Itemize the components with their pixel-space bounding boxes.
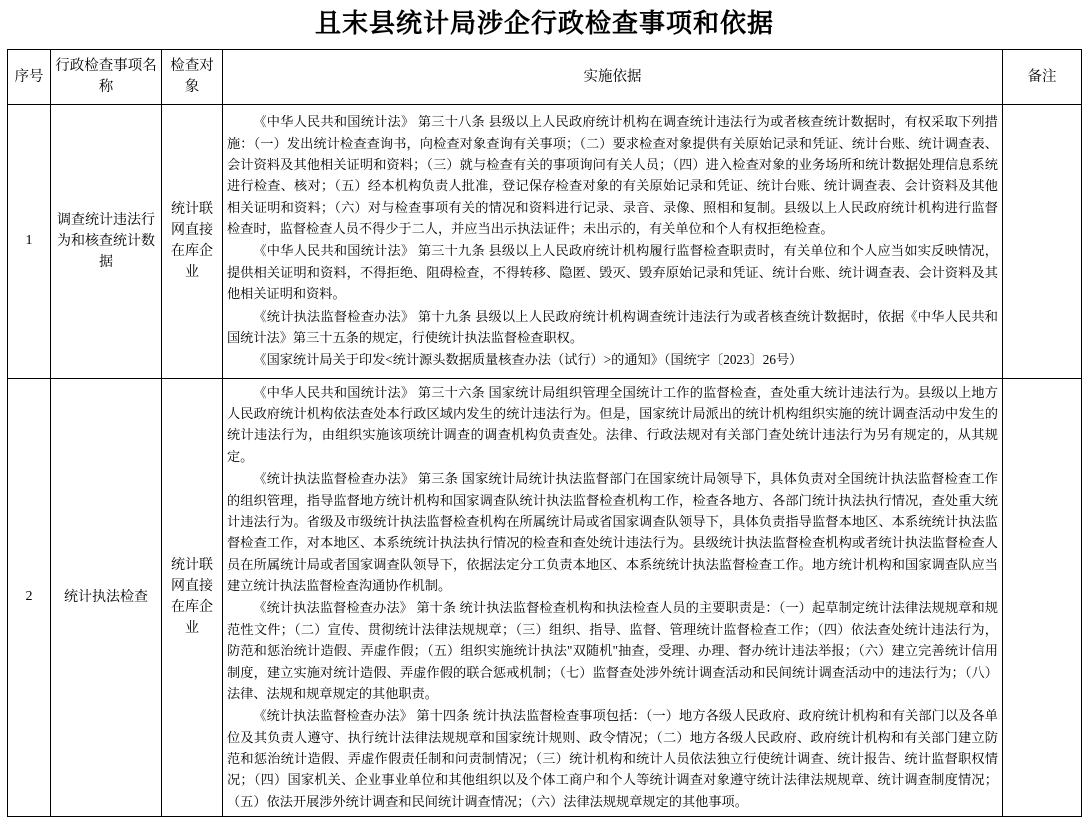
basis-paragraph: 《中华人民共和国统计法》 第三十八条 县级以上人民政府统计机构在调查统计违法行为或者核查统计数据时，有权采取下列措施：（一）发出统计检查查询书，向检查对象查询有关事项；（二）要求检查对象提供有关原始记录和凭证、统计台账、统计调查表、会计资料及其他相关证明和资料；（三）就与检查有关的事项询问有关人员；（四）进入检查对象的业务场所和统计数据处理信息系统进行检查、核对；（五）经本机构负责人批准，登记保存检查对象的有关原始记录和凭证、统计台账、统计调查表、会计资料及其他相关证明和资料；（六）对与检查事项有关的情况和资料进行记录、录音、录像、照相和复制。县级以上人民政府统计机构进行监督检查时，监督检查人员不得少于二人，并应当出示执法证件；未出示的，有关单位和个人有权拒绝检查。 <box>227 114 998 237</box>
cell-target: 统计联网直接在库企业 <box>162 378 223 817</box>
cell-name: 调查统计违法行为和核查统计数据 <box>51 105 162 379</box>
page-title: 且末县统计局涉企行政检查事项和依据 <box>314 9 774 38</box>
cell-remark <box>1003 378 1082 817</box>
header-name: 行政检查事项名称 <box>51 50 162 105</box>
basis-paragraph: 《统计执法监督检查办法》 第十四条 统计执法监督检查事项包括：（一）地方各级人民政府、政府统计机构和有关部门以及各单位及其负责人遵守、执行统计法律法规规章和国家统计规则、政令情况；（二）地方各级人民政府、政府统计机构和有关部门建立防范和惩治统计造假、弄虚作假责任制和问责制情况；（三）统计机构和统计人员依法独立行使统计调查、统计报告、统计监督职权情况；（四）国家机关、企业事业单位和其他组织以及个体工商户和个人等统计调查对象遵守统计法律法规规章、统计调查制度情况；（五）依法开展涉外统计调查和民间统计调查情况；（六）法律法规规章规定的其他事项。 <box>227 708 998 809</box>
header-target: 检查对象 <box>162 50 223 105</box>
inspection-items-table <box>7 49 1082 817</box>
basis-paragraph: 《统计执法监督检查办法》 第三条 国家统计局统计执法监督部门在国家统计局领导下，具体负责对全国统计执法监督检查工作的组织管理，指导监督地方统计机构和国家调查队统计执法监督检查机构工作，检查各地方、各部门统计执法执行情况，查处重大统计违法行为。省级及市级统计执法监督检查机构在所属统计局或省国家调查队领导下，具体负责指导监督本地区、本系统统计执法监督检查工作，对本地区、本系统统计执法执行情况的检查和查处统计违法行为。县级统计执法监督检查机构或者统计执法监督检查人员在所属统计局或者国家调查队领导下，依据法定分工负责本地区、本系统统计执法监督检查工作。地方统计机构和国家调查队应当建立统计执法监督检查沟通协作机制。 <box>227 471 998 594</box>
basis-paragraph: 《统计执法监督检查办法》 第十九条 县级以上人民政府统计机构调查统计违法行为或者核查统计数据时，依据《中华人民共和国统计法》第三十五条的规定，行使统计执法监督检查职权。 <box>227 308 998 345</box>
header-remark: 备注 <box>1003 50 1082 105</box>
basis-paragraph: 《统计执法监督检查办法》 第十条 统计执法监督检查机构和执法检查人员的主要职责是：（一）起草制定统计法律法规规章和规范性文件；（二）宣传、贯彻统计法律法规规章；（三）组织、指导、监督、管理统计监督检查工作；（四）依法查处统计违法行为，防范和惩治统计造假、弄虚作假；（五）组织实施统计执法"双随机"抽查，受理、办理、督办统计违法举报；（六）建立完善统计信用制度，建立实施对统计造假、弄虚作假的联合惩戒机制；（七）监督查处涉外统计调查活动和民间统计调查活动中的违法行为；（八）法律、法规和规章规定的其他职责。 <box>227 600 998 701</box>
basis-paragraph: 《国家统计局关于印发<统计源头数据质量核查办法（试行）>的通知》（国统字〔2023〕26号） <box>253 352 803 368</box>
basis-paragraph: 《中华人民共和国统计法》 第三十六条 国家统计局组织管理全国统计工作的监督检查，查处重大统计违法行为。县级以上地方人民政府统计机构依法查处本行政区域内发生的统计违法行为。但是，国家统计局派出的统计机构组织实施的统计调查活动中发生的统计违法行为，由组织实施该项统计调查的调查机构负责查处。法律、行政法规对有关部门查处统计违法行为另有规定的，从其规定。 <box>227 384 998 464</box>
cell-seq: 2 <box>8 378 51 817</box>
cell-remark <box>1003 105 1082 379</box>
table-body <box>8 105 1082 817</box>
header-seq: 序号 <box>8 50 51 105</box>
cell-name: 统计执法检查 <box>51 378 162 817</box>
cell-target: 统计联网直接在库企业 <box>162 105 223 379</box>
table-header <box>8 50 1082 105</box>
cell-basis <box>223 105 1003 379</box>
table-row <box>8 105 1082 379</box>
cell-seq: 1 <box>8 105 51 379</box>
cell-basis <box>223 378 1003 817</box>
table-row <box>8 378 1082 817</box>
header-basis: 实施依据 <box>223 50 1003 105</box>
table-header-row <box>8 50 1082 105</box>
basis-paragraph: 《中华人民共和国统计法》 第三十九条 县级以上人民政府统计机构履行监督检查职责时，有关单位和个人应当如实反映情况，提供相关证明和资料，不得拒绝、阻碍检查，不得转移、隐匿、毁灭、毁弃原始记录和凭证、统计台账、统计调查表、会计资料及其他相关证明和资料。 <box>227 243 998 302</box>
